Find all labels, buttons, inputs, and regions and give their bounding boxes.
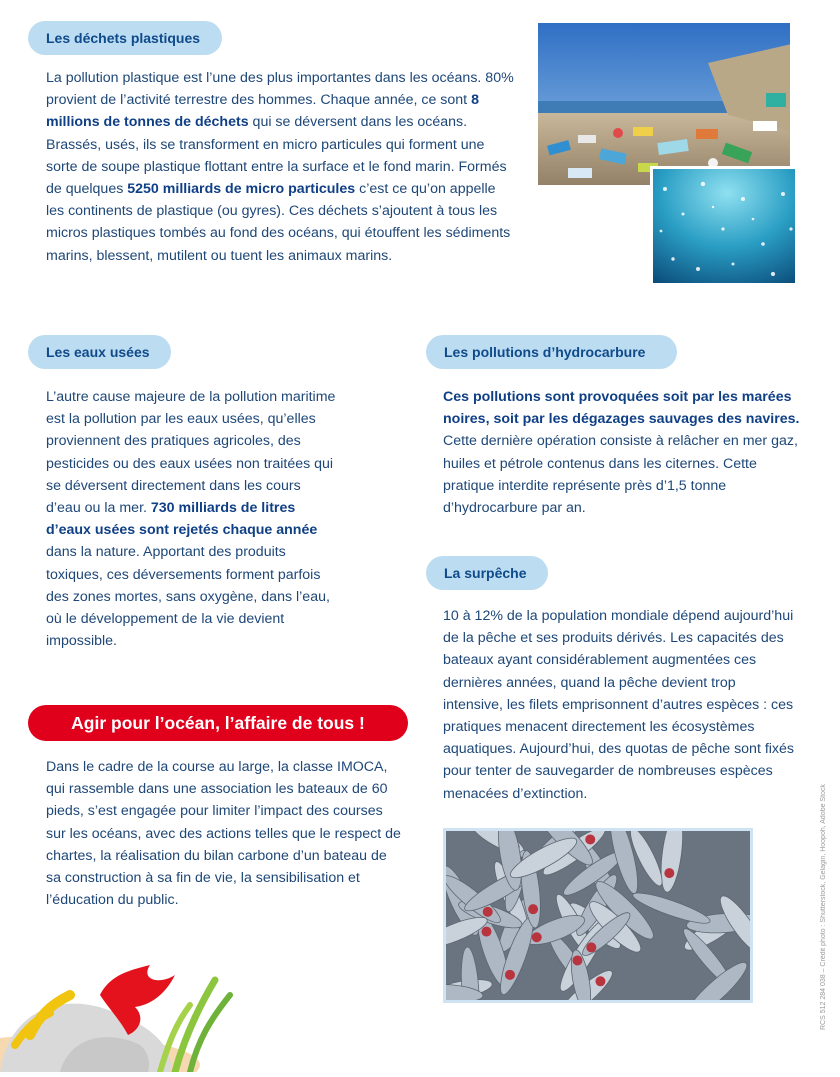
paragraph-hydrocarbure <box>443 386 808 519</box>
beach-plastic-photo <box>535 20 793 188</box>
highlight-text: 730 milliards de litres d’eaux usées sont rejetés chaque année <box>46 500 318 539</box>
section-title-agir: Agir pour l’océan, l’affaire de tous ! <box>28 705 408 741</box>
underwater-particles-illustration <box>653 169 798 286</box>
fish-pile-illustration <box>446 831 750 1000</box>
paragraph-surpeche <box>443 605 795 805</box>
fish-mouth <box>481 927 491 937</box>
fish-mouth <box>664 868 674 878</box>
text: L’autre cause majeure de la pollution maritime est la pollution par les eaux usées, qu’elles proviennent des pratiques agricoles, des pesticides ou des eaux usées non traitées qui se déversent directement dans les cours d’eau ou la mer. <box>46 389 336 517</box>
fish-mouth <box>532 932 542 942</box>
fish-mouth <box>483 907 493 917</box>
section-title-surpeche: La surpêche <box>426 556 548 590</box>
photo-credit: RCS 512 284 038 – Crédit photo : Shutterstock, Gelagin, Hoopoh, Adobe Stock <box>820 784 827 1030</box>
text: Cette dernière opération consiste à relâcher en mer gaz, huiles et pétrole contenus dans les citernes. Cette pratique interdite représente près d’1,5 tonne d’hydrocarbure par an. <box>443 433 798 517</box>
fish-mouth <box>505 970 515 980</box>
section-title-dechets: Les déchets plastiques <box>28 21 222 55</box>
paragraph-eaux-usees <box>46 386 336 652</box>
text: dans la nature. Apportant des produits toxiques, ces déversements forment parfois des zones mortes, sans oxygène, dans l’eau, où le développement de la vie devient impossible. <box>46 544 330 650</box>
fish-catch-photo <box>443 828 753 1003</box>
fish-mouth <box>528 904 538 914</box>
section-title-hydrocarbure: Les pollutions d’hydrocarbure <box>426 335 677 369</box>
text: qui se déversent dans les océans. Brassés, usés, ils se transforment en micro particules qui forment une sorte de soupe plastique flottant entre la surface et le fond marin. Formés de quelques <box>46 114 507 198</box>
fish-mouth <box>585 834 595 844</box>
text: c’est ce qu’on appelle les continents de plastique (ou gyres). Ces déchets s’ajoutent à tous les micros plastiques tombés au fond des océans, qui étouffent les sédiments marins, blessent, mutilent ou tuent les animaux marins. <box>46 181 511 264</box>
highlight-text: Ces pollutions sont provoquées soit par les marées noires, soit par les dégazages sauvages des navires. <box>443 389 800 428</box>
beach-plastic-illustration <box>538 23 793 188</box>
fish-mouth <box>595 976 605 986</box>
paragraph-agir <box>46 756 402 911</box>
text: 10 à 12% de la population mondiale dépend aujourd’hui de la pêche et ses produits dérivés. Les capacités des bateaux ayant considérablement augmentées ces dernières années, quand la pêche devient trop intensive, les filets emprisonnent d’autres espèces : ces pratiques menacent directement les écosystèmes aquatiques. Aujourd’hui, des quotas de pêche sont fixés pour tenter de sauvegarder de nombreuses espèces menacées d’extinction. <box>443 608 794 802</box>
section-title-eaux-usees: Les eaux usées <box>28 335 171 369</box>
text: Dans le cadre de la course au large, la classe IMOCA, qui rassemble dans une association les bateaux de 60 pieds, s’est engagée pour limiter l’impact des courses sur les océans, avec des actions telles que le respect de chartes, la réalisation du bilan carbone d’un bateau de sa construction à sa fin de vie, la sensibilisation et l’éducation du public. <box>46 759 401 909</box>
seaweed-coral-illustration <box>0 935 260 1072</box>
highlight-text: 5250 milliards de micro particules <box>127 181 356 198</box>
fish-mouth <box>586 942 596 952</box>
decor-seaweed-corner <box>0 935 260 1072</box>
text: La pollution plastique est l’une des plus importantes dans les océans. 80% provient de l’activité terrestre des hommes. Chaque année, ce sont <box>46 70 514 109</box>
paragraph-dechets <box>46 67 514 267</box>
highlight-text: 8 millions de tonnes de déchets <box>46 92 479 131</box>
underwater-microplastics-photo <box>650 166 798 286</box>
fish-mouth <box>572 955 582 965</box>
